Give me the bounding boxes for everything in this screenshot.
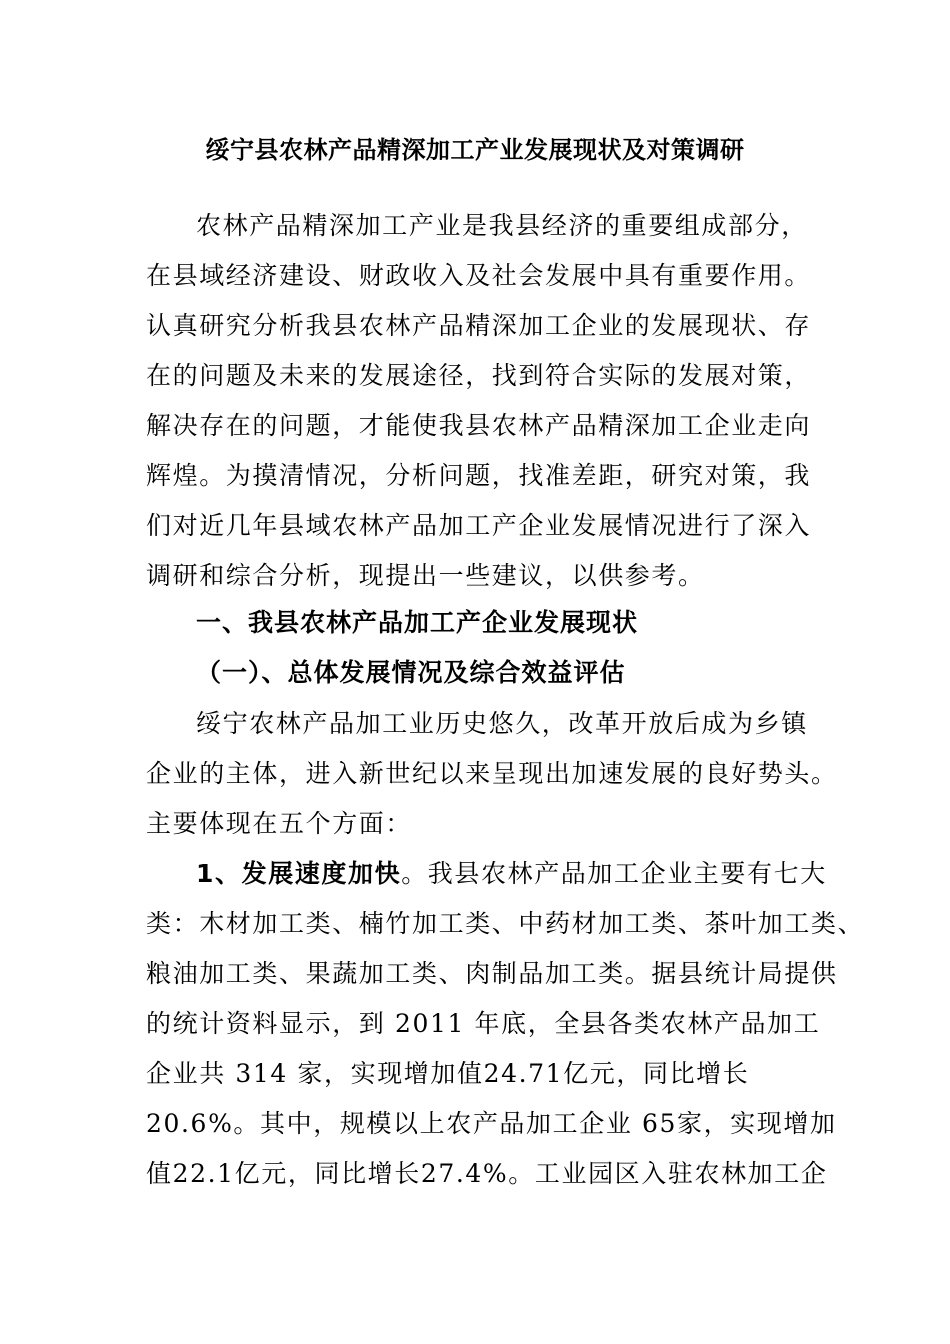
paragraph-line: 的统计资料显示，到 2011 年底，全县各类农林产品加工 [146, 1009, 821, 1038]
paragraph-line: 在的问题及未来的发展途径，找到符合实际的发展对策， [146, 361, 812, 390]
paragraph-line: 值22.1亿元，同比增长27.4%。工业园区入驻农林加工企 [146, 1159, 828, 1188]
paragraph-line: 主要体现在五个方面： [146, 809, 413, 838]
paragraph-line: 粮油加工类、果蔬加工类、肉制品加工类。据县统计局提供 [146, 959, 838, 988]
bold-lead-phrase: 1、发展速度加快 [196, 859, 402, 888]
paragraph-line: 绥宁农林产品加工业历史悠久，改革开放后成为乡镇 [196, 709, 808, 738]
paragraph-line: 类：木材加工类、楠竹加工类、中药材加工类、茶叶加工类、 [146, 909, 865, 938]
subsection-heading: （一）、总体发展情况及综合效益评估 [196, 658, 626, 687]
paragraph-text: 。我县农林产品加工企业主要有七大 [401, 859, 827, 888]
paragraph-line: 解决存在的问题，才能使我县农林产品精深加工企业走向 [146, 411, 812, 440]
paragraph-line: 农林产品精深加工产业是我县经济的重要组成部分， [196, 211, 808, 240]
paragraph-line: 企业的主体，进入新世纪以来呈现出加速发展的良好势头。 [146, 759, 838, 788]
paragraph-line: 20.6%。其中，规模以上农产品加工企业 65家，实现增加 [146, 1109, 837, 1138]
paragraph-line: 在县域经济建设、财政收入及社会发展中具有重要作用。 [146, 261, 812, 290]
document-title: 绥宁县农林产品精深加工产业发展现状及对策调研 [205, 136, 745, 164]
paragraph-line: 辉煌。为摸清情况，分析问题，找准差距，研究对策，我 [146, 461, 812, 490]
paragraph-line [196, 857, 827, 891]
section-heading: 一、我县农林产品加工产企业发展现状 [196, 608, 639, 637]
paragraph-line: 企业共 314 家，实现增加值24.71亿元，同比增长 [146, 1059, 750, 1088]
paragraph-line: 们对近几年县域农林产品加工产企业发展情况进行了深入 [146, 511, 812, 540]
paragraph-line: 认真研究分析我县农林产品精深加工企业的发展现状、存 [146, 311, 812, 340]
paragraph-line: 调研和综合分析，现提出一些建议，以供参考。 [146, 561, 705, 590]
